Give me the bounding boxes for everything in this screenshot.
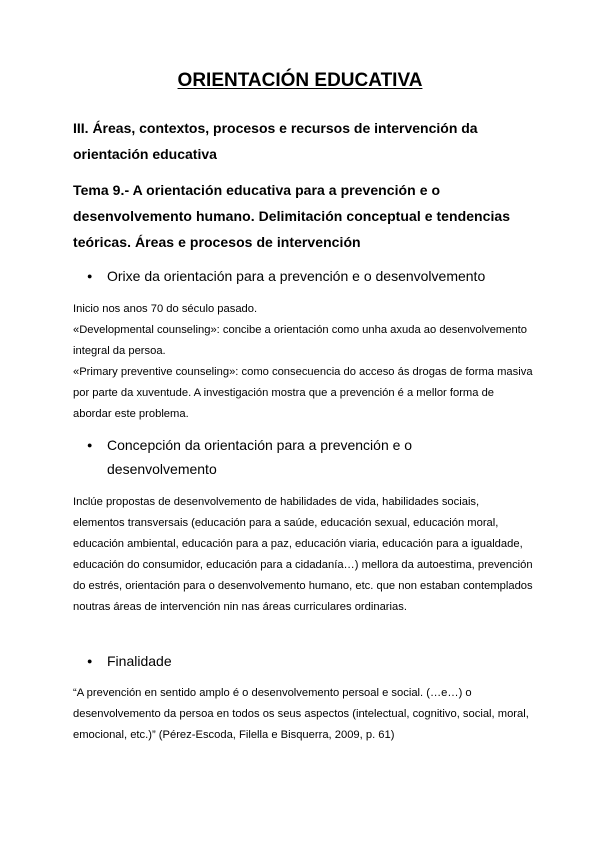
- section-heading: III. Áreas, contextos, procesos e recursos de intervención da orientación educativa: [73, 120, 478, 162]
- bullet-dot-icon: ●: [87, 656, 93, 666]
- paragraph: “A prevención en sentido amplo é o desenvolvemento persoal e social. (…e…) o desenvolvemento da persoa en todos os seus aspectos (intelectual, cognitivo, social, moral, emocional, etc.)” (Pérez-Escoda, Filella e Bisquerra, 2009, p. 61): [73, 687, 529, 741]
- bullet-dot-icon: ●: [87, 271, 93, 281]
- paragraph: «Developmental counseling»: concibe a orientación como unha axuda ao desenvolvemento integral da persoa.: [73, 324, 528, 357]
- bullet-dot-icon: ●: [87, 440, 93, 450]
- bullet-conception: [87, 433, 517, 481]
- paragraph: Inicio nos anos 70 do século pasado.: [73, 303, 258, 315]
- paragraph: «Primary preventive counseling»: como consecuencia do acceso ás drogas de forma masiva por parte da xuventude. A investigación mostra que a prevención é a mellor forma de abordar este problema.: [73, 366, 533, 420]
- section-purpose-body: [73, 683, 533, 746]
- topic-heading: Tema 9.- A orientación educativa para a prevención e o desenvolvemento humano. Delimitación conceptual e tendencias teóricas. Áreas e procesos de intervención: [73, 182, 511, 250]
- section-conception-body: [73, 492, 533, 618]
- bullet-text: Concepción da orientación para a prevención e o desenvolvemento: [107, 437, 413, 477]
- bullet-text: Orixe da orientación para a prevención e o desenvolvemento: [107, 268, 486, 284]
- bullet-origin: [87, 264, 517, 288]
- bullet-purpose: [87, 649, 517, 673]
- section-origin-body: [73, 299, 533, 425]
- bullet-text: Finalidade: [107, 653, 172, 669]
- paragraph: Inclúe propostas de desenvolvemento de habilidades de vida, habilidades sociais, elementos transversais (educación para a saúde, educación sexual, educación moral, educación ambiental, educación para a paz, educación viaria, educación para a igualdade, educación do consumidor, educación para a cidadanía…) mellora da autoestima, prevención do estrés, orientación para o desenvolvemento humano, etc. que non estaban contemplados noutras áreas de intervención nin nas áreas curriculares ordinarias.: [73, 496, 533, 613]
- document-title: ORIENTACIÓN EDUCATIVA: [177, 70, 423, 91]
